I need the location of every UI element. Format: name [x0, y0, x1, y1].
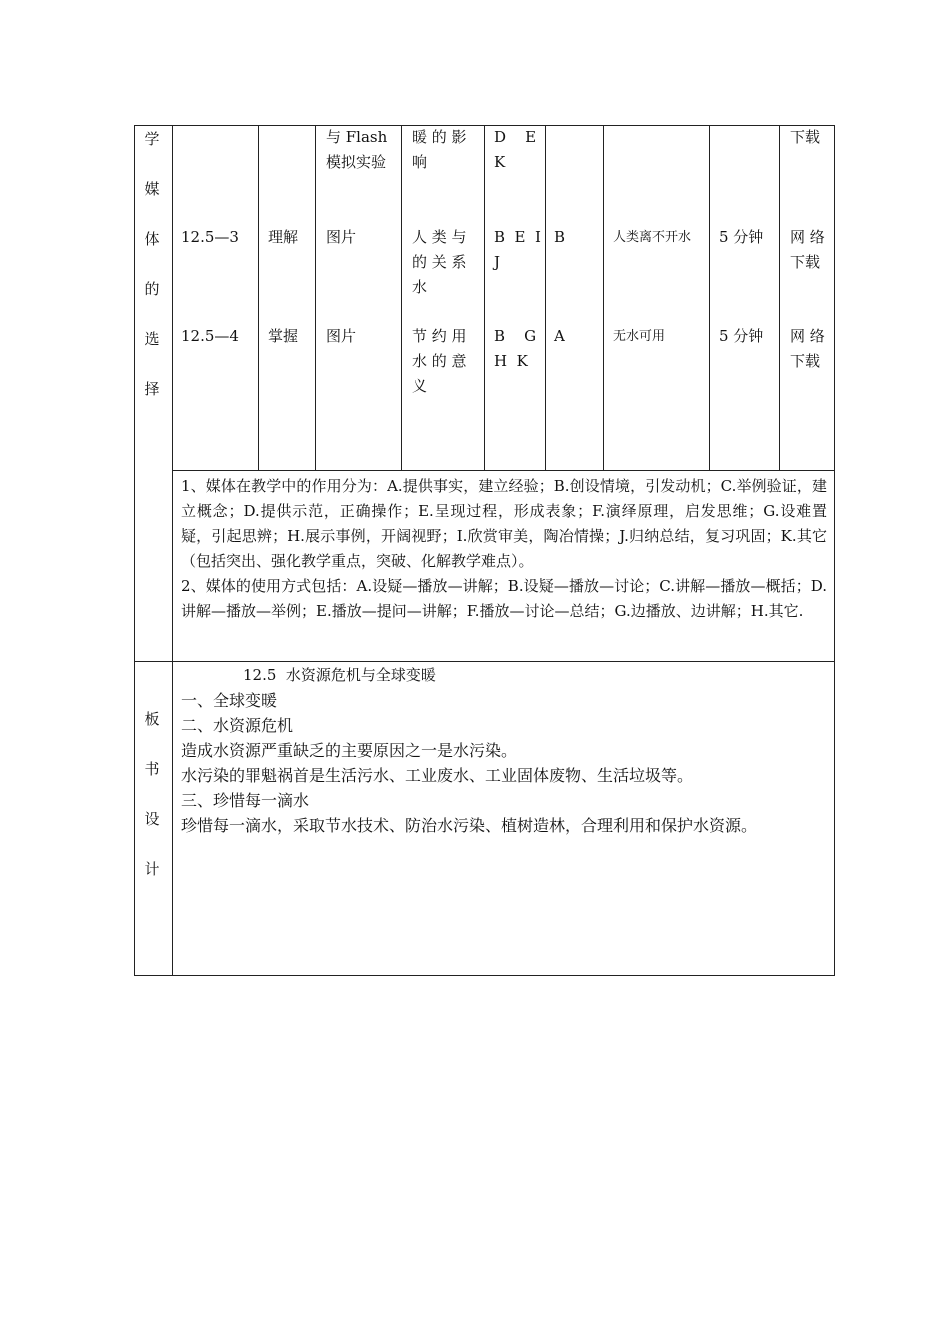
- col-border-5: [545, 125, 546, 471]
- board-line: 二、水资源危机: [181, 716, 294, 735]
- board-label-char: 板: [144, 710, 160, 728]
- col-border-2: [315, 125, 316, 471]
- media-label-char: 的: [144, 280, 160, 298]
- board-line: 造成水资源严重缺乏的主要原因之一是水污染。: [181, 741, 518, 760]
- board-title: 12.5 水资源危机与全球变暖: [243, 666, 436, 684]
- row2-source: 下载: [790, 352, 821, 370]
- row2-title: 无水可用: [613, 329, 666, 344]
- board-label-char: 计: [144, 860, 160, 878]
- row1-id: 12.5—3: [181, 228, 239, 246]
- media-label-char: 体: [144, 230, 160, 248]
- table-bottom-border: [134, 975, 835, 976]
- row2-duration: 5 分钟: [719, 327, 764, 345]
- col-border-8: [779, 125, 780, 471]
- media-label-char: 选: [144, 330, 160, 348]
- row2-level: 掌握: [268, 327, 299, 345]
- col-border-7: [709, 125, 710, 471]
- row2-functions: B G: [494, 327, 537, 345]
- row2-content: 节 约 用: [412, 327, 467, 345]
- row0-method: 模拟实验: [326, 153, 387, 171]
- row1-content: 水: [412, 278, 428, 296]
- row1-source: 网 络: [790, 228, 825, 246]
- board-line: 一、全球变暖: [181, 691, 278, 710]
- row1-functions: J: [494, 253, 501, 271]
- col-border-6: [603, 125, 604, 471]
- row1-usage: B: [554, 228, 566, 246]
- row0-content: 暖 的 影: [412, 128, 467, 146]
- media-usage-note: 2、媒体的使用方式包括：A.设疑—播放—讲解；B.设疑—播放—讨论；C.讲解—播放—概括；D.讲解—播放—举例；E.播放—提问—讲解；F.播放—讨论—总结；G.边播放、边讲解；H.其它.: [181, 577, 827, 620]
- board-label-char: 书: [144, 760, 160, 778]
- label-column-border: [172, 125, 173, 976]
- media-label-char: 择: [144, 380, 160, 398]
- row2-content: 水 的 意: [412, 352, 467, 370]
- row1-title: 人类离不开水: [613, 230, 692, 245]
- row1-source: 下载: [790, 253, 821, 271]
- row2-content: 义: [412, 377, 428, 395]
- row2-id: 12.5—4: [181, 327, 239, 345]
- col-border-4: [484, 125, 485, 471]
- row2-functions: H K: [494, 352, 528, 370]
- row2-method: 图片: [326, 327, 357, 345]
- media-label-char: 媒: [144, 180, 160, 198]
- row1-content: 人 类 与: [412, 228, 467, 246]
- media-notes-divider: [172, 470, 835, 471]
- section-divider: [134, 661, 835, 662]
- board-line: 水污染的罪魁祸首是生活污水、工业废水、工业固体废物、生活垃圾等。: [181, 766, 694, 785]
- row1-duration: 5 分钟: [719, 228, 764, 246]
- col-border-1: [258, 125, 259, 471]
- row0-functions: D E: [494, 128, 537, 146]
- media-function-note: 1、媒体在教学中的作用分为：A.提供事实，建立经验；B.创设情境，引发动机；C.举例验证，建立概念；D.提供示范，正确操作；E.呈现过程，形成表象；F.演绎原理，启发思维；G.设难置疑，引起思辨；H.展示事例，开阔视野；I.欣赏审美，陶冶情操；J.归纳总结，复习巩固；K.其它（包括突出、强化教学重点，突破、化解教学难点）。: [181, 477, 827, 570]
- row1-level: 理解: [268, 228, 299, 246]
- col-border-3: [401, 125, 402, 471]
- row1-functions: B E I: [494, 228, 541, 246]
- row0-method: 与 Flash: [326, 128, 388, 146]
- table-left-border: [134, 125, 135, 976]
- row2-usage: A: [554, 327, 565, 345]
- row0-source: 下载: [790, 128, 821, 146]
- table-right-border: [834, 125, 835, 976]
- media-label-char: 学: [144, 130, 160, 148]
- board-line: 三、珍惜每一滴水: [181, 791, 310, 810]
- row0-content: 响: [412, 153, 428, 171]
- row1-content: 的 关 系: [412, 253, 467, 271]
- row1-method: 图片: [326, 228, 357, 246]
- board-line: 珍惜每一滴水，采取节水技术、防治水污染、植树造林，合理利用和保护水资源。: [181, 816, 758, 835]
- board-label-char: 设: [144, 810, 160, 828]
- row2-source: 网 络: [790, 327, 825, 345]
- row0-functions: K: [494, 153, 506, 171]
